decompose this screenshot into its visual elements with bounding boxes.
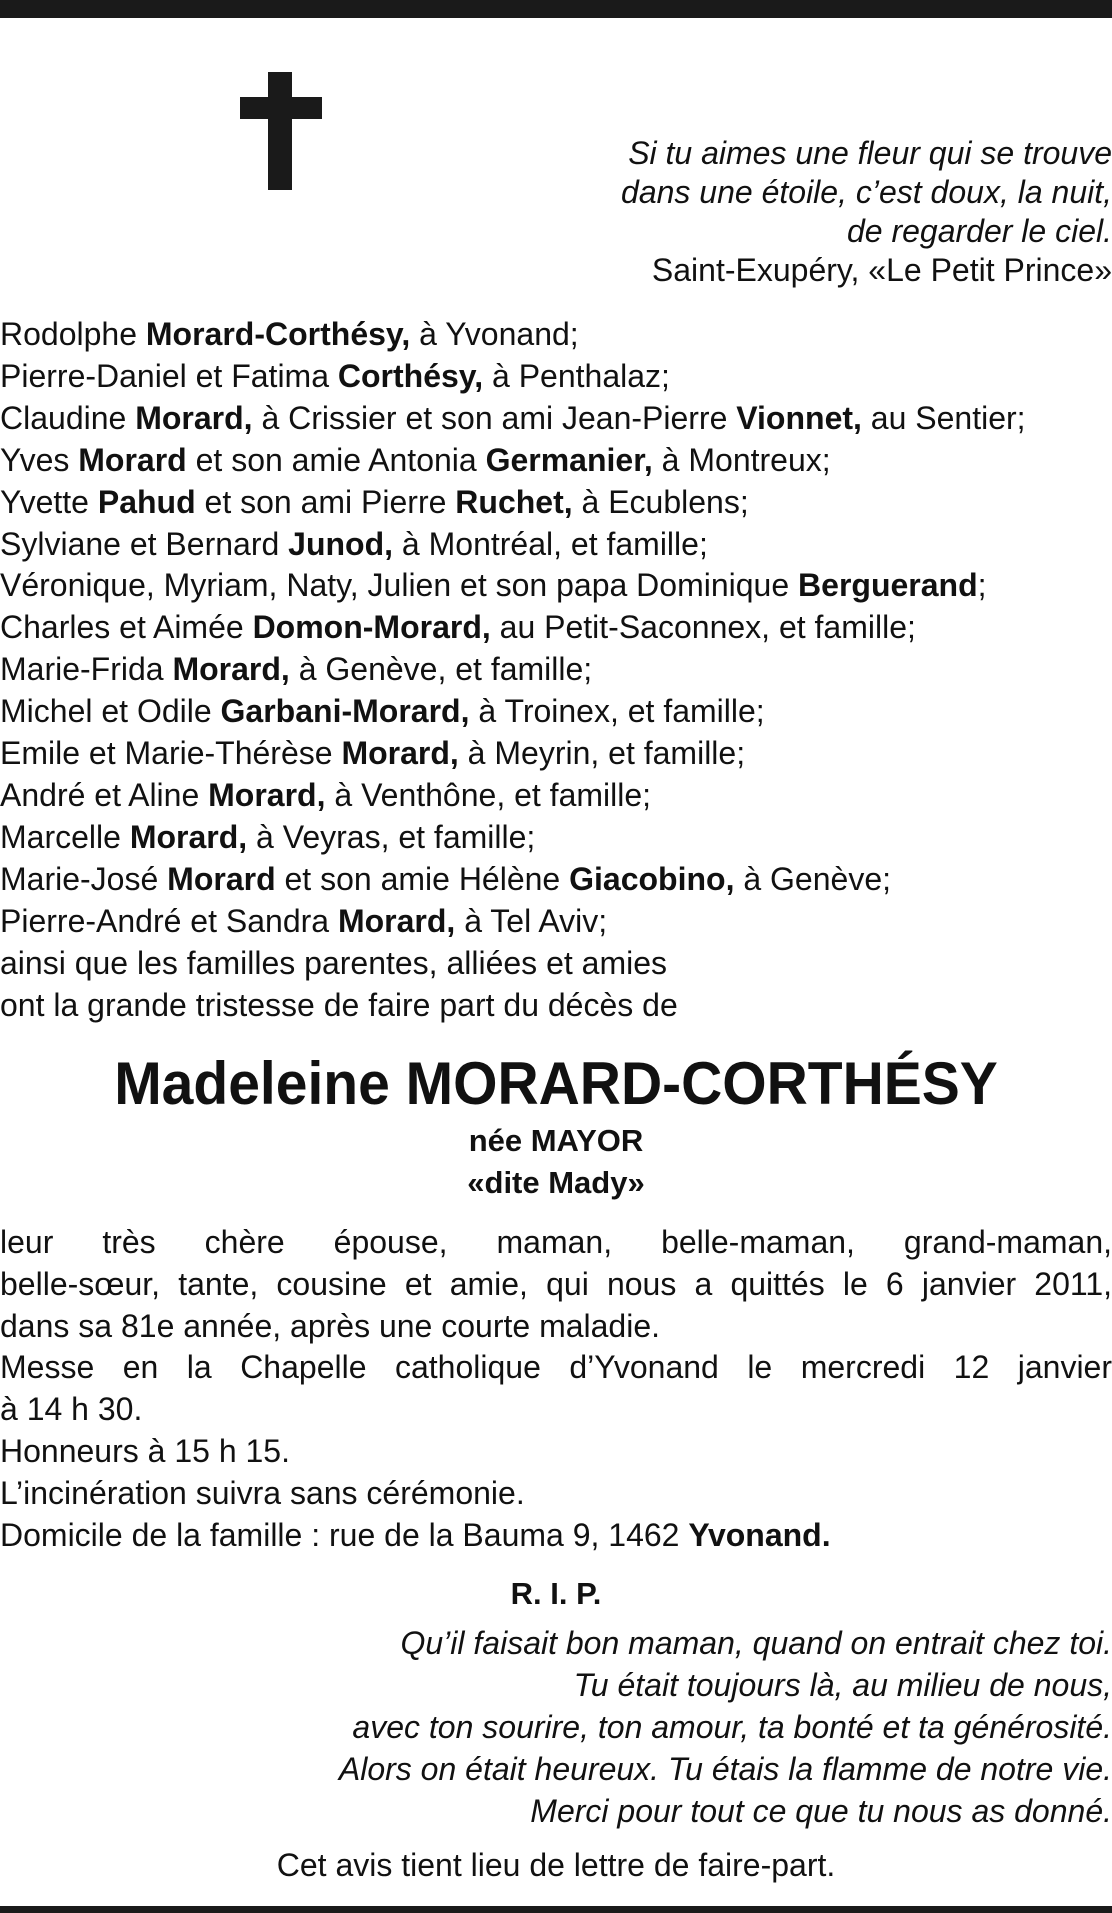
nickname: «dite Mady» — [467, 1165, 645, 1200]
family-line — [0, 440, 1112, 482]
family-line — [0, 859, 1112, 901]
family-surname: Pahud — [97, 483, 196, 520]
family-line — [0, 943, 1112, 985]
family-text: Marie-Frida — [0, 651, 173, 688]
family-text: Marie-José — [0, 860, 168, 897]
family-surname: Morard-Corthésy, — [145, 316, 411, 352]
family-line — [0, 356, 1112, 398]
body-line: dans sa 81e année, après une courte maladie. — [0, 1307, 661, 1344]
poem-line: Qu’il faisait bon maman, quand on entrait chez toi. — [400, 1625, 1112, 1661]
family-surname: Morard, — [172, 651, 290, 688]
announcement-body — [0, 1222, 1112, 1556]
family-line — [0, 817, 1112, 859]
family-line — [0, 733, 1112, 775]
family-surname: Morard, — [337, 902, 456, 939]
epigraph-line: dans une étoile, c’est doux, la nuit, — [621, 174, 1112, 210]
family-text: Marcelle — [0, 818, 130, 855]
family-surname: Junod, — [288, 525, 394, 562]
family-text: ainsi que les familles parentes, alliées et amies — [0, 944, 667, 981]
family-surname: Corthésy, — [337, 357, 484, 394]
family-text: Charles et Aimée — [0, 609, 253, 646]
family-line — [0, 398, 1112, 440]
family-text: Emile et Marie-Thérèse — [0, 735, 342, 772]
family-surname: Morard, — [135, 399, 253, 436]
family-text: Sylviane et Bernard — [0, 525, 289, 562]
epigraph-line: Si tu aimes une fleur qui se trouve — [628, 135, 1112, 171]
family-text: à Penthalaz; — [483, 357, 670, 394]
family-surname: Domon-Morard, — [252, 609, 491, 646]
family-text: à Troinex, et famille; — [469, 693, 765, 730]
domicile-text: Domicile de la famille : rue de la Bauma 9, 1462 — [0, 1516, 689, 1553]
family-surname: Morard, — [341, 735, 459, 772]
family-surname: Ruchet, — [455, 483, 573, 520]
top-rule — [0, 0, 1112, 18]
family-line — [0, 985, 1112, 1027]
body-line: à 14 h 30. — [0, 1391, 143, 1428]
family-line — [0, 524, 1112, 566]
family-text: à Meyrin, et famille; — [458, 735, 746, 772]
family-surname: Morard, — [129, 818, 248, 855]
family-text: Yves — [0, 441, 79, 478]
family-text: et son amie Antonia — [186, 441, 486, 478]
family-line — [0, 691, 1112, 733]
domicile-line — [0, 1515, 1112, 1557]
footer-note: Cet avis tient lieu de lettre de faire-part. — [276, 1847, 836, 1883]
deceased-block — [0, 1048, 1112, 1204]
family-text: Pierre-Daniel et Fatima — [0, 357, 338, 394]
family-line — [0, 607, 1112, 649]
family-text: au Petit-Saconnex, et famille; — [490, 609, 916, 646]
family-text: et son ami Pierre — [195, 483, 456, 520]
family-text: à Crissier et son ami Jean-Pierre — [252, 399, 737, 436]
rip-heading: R. I. P. — [510, 1576, 602, 1611]
epigraph-attribution: Saint-Exupéry, «Le Petit Prince» — [651, 252, 1112, 288]
body-line: belle-sœur, tante, cousine et amie, qui nous a quittés le 6 janvier 2011, — [0, 1265, 1112, 1302]
family-text: ; — [977, 567, 987, 604]
family-text: à Tel Aviv; — [455, 902, 608, 939]
family-text: à Montreux; — [652, 441, 831, 478]
maiden-name: née MAYOR — [468, 1123, 644, 1158]
family-text: André et Aline — [0, 776, 209, 813]
family-text: au Sentier; — [861, 399, 1026, 436]
body-line: L’incinération suivra sans cérémonie. — [0, 1474, 525, 1511]
poem-line: Alors on était heureux. Tu étais la flamme de notre vie. — [338, 1751, 1112, 1787]
family-line — [0, 649, 1112, 691]
family-text: à Yvonand; — [410, 316, 579, 352]
family-text: à Genève, et famille; — [289, 651, 593, 688]
deceased-name: Madeleine MORARD-CORTHÉSY — [114, 1050, 998, 1117]
closing-poem — [112, 1622, 1112, 1832]
body-line: leur très chère épouse, maman, belle-maman, grand-maman, — [0, 1224, 1112, 1260]
family-text: à Montréal, et famille; — [393, 525, 708, 562]
poem-line: Tu était toujours là, au milieu de nous, — [573, 1667, 1112, 1703]
family-line — [0, 775, 1112, 817]
family-text: Yvette — [0, 483, 98, 520]
family-text: à Genève; — [734, 860, 891, 897]
family-text: à Ecublens; — [572, 483, 749, 520]
family-text: à Veyras, et famille; — [247, 818, 536, 855]
family-text: et son amie Hélène — [275, 860, 570, 897]
family-surname: Berguerand — [798, 567, 978, 604]
family-text: Véronique, Myriam, Naty, Julien et son papa Dominique — [0, 567, 799, 604]
cross-icon — [240, 72, 322, 190]
family-surname: Giacobino, — [569, 860, 735, 897]
bottom-rule — [0, 1906, 1112, 1913]
family-text: Michel et Odile — [0, 693, 221, 730]
family-text: à Venthône, et famille; — [325, 776, 652, 813]
family-list — [0, 314, 1112, 1026]
family-line — [0, 314, 1112, 356]
family-line — [0, 565, 1112, 607]
domicile-town: Yvonand. — [688, 1516, 831, 1553]
family-text: Claudine — [0, 399, 136, 436]
poem-line: avec ton sourire, ton amour, ta bonté et ta générosité. — [352, 1709, 1112, 1745]
family-surname: Morard — [167, 860, 276, 897]
family-line — [0, 901, 1112, 943]
family-line — [0, 482, 1112, 524]
family-text: ont la grande tristesse de faire part du décès de — [0, 986, 678, 1023]
epigraph — [412, 134, 1112, 290]
body-line: Messe en la Chapelle catholique d’Yvonand le mercredi 12 janvier — [0, 1349, 1112, 1386]
family-text: Rodolphe — [0, 316, 146, 352]
family-surname: Morard, — [208, 776, 326, 813]
family-surname: Garbani-Morard, — [220, 693, 470, 730]
body-line: Honneurs à 15 h 15. — [0, 1432, 290, 1469]
family-surname: Morard — [78, 441, 187, 478]
poem-line: Merci pour tout ce que tu nous as donné. — [530, 1793, 1112, 1829]
family-text: Pierre-André et Sandra — [0, 902, 338, 939]
family-surname: Germanier, — [485, 441, 653, 478]
epigraph-line: de regarder le ciel. — [846, 213, 1112, 249]
family-surname: Vionnet, — [736, 399, 862, 436]
